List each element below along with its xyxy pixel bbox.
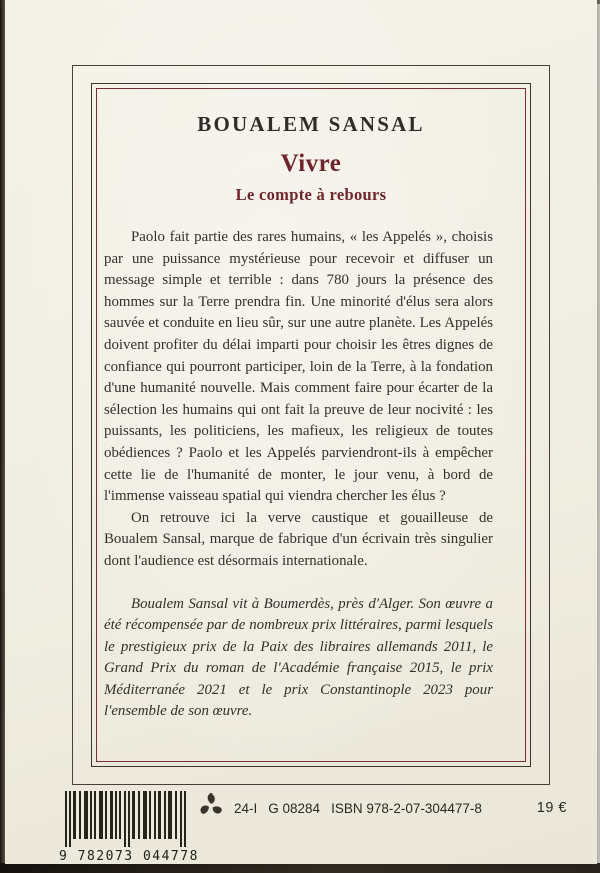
isbn: ISBN 978-2-07-304477-8 — [331, 800, 482, 816]
title-block — [72, 112, 550, 205]
book-back-cover — [5, 0, 597, 864]
synopsis — [104, 227, 493, 723]
edition-code: 24-I — [234, 800, 258, 816]
barcode-bars — [65, 791, 191, 853]
author-bio: Boualem Sansal vit à Boumerdès, près d'Alger. Son œuvre a été récompensée par de nombreux prix littéraires, parmi lesquels le prestigieux prix de la Paix des libraires allemands 2011, le Grand Prix du roman de l'Académie française 2015, le prix Méditerranée 2021 et le prix Constantinople 2023 pour l'ensemble de son œuvre. — [104, 595, 493, 720]
book-bottom-edge — [0, 863, 600, 873]
price: 19 € — [536, 800, 567, 816]
book-subtitle: Le compte à rebours — [235, 185, 387, 204]
print-code: G 08284 — [268, 800, 321, 816]
synopsis-paragraph-1: Paolo fait partie des rares humains, « les Appelés », choisis par une puissance mystérieuse pour recevoir et diffuser un message simple et terrible : dans 780 jours la présence des hommes sur la Terre prendra fin. Une minorité d'élus sera alors sauvée et conduite en lieu sûr, sur une autre planète. Les Appelés doivent profiter du délai imparti pour choisir les êtres dignes de confiance qui pourront participer, loin de la Terre, à la fondation d'une humanité nouvelle. Mais comment faire pour écarter de la sélection les humains qui ont fait la preuve de leur nocivité : les puissants, les politiciens, les mafieux, les religieux de toutes obédiences ? Paolo et les Appelés parviendront-ils à empêcher cette lie de l'humanité de monter, le jour venu, à bord de l'immense vaisseau spatial qui viendra chercher les élus ? — [104, 229, 493, 505]
book-title: Vivre — [280, 150, 342, 177]
synopsis-paragraph-2: On retrouve ici la verve caustique et gouailleuse de Boualem Sansal, marque de fabrique d'un écrivain très singulier dont l'audience est désormais internationale. — [104, 509, 493, 569]
barcode-digits: 9 782073 044778 — [59, 849, 199, 864]
ean13-barcode — [59, 791, 199, 864]
three-leaf-fleuron-icon — [199, 793, 223, 819]
author-name: BOUALEM SANSAL — [197, 112, 425, 136]
colophon-row — [199, 797, 567, 819]
